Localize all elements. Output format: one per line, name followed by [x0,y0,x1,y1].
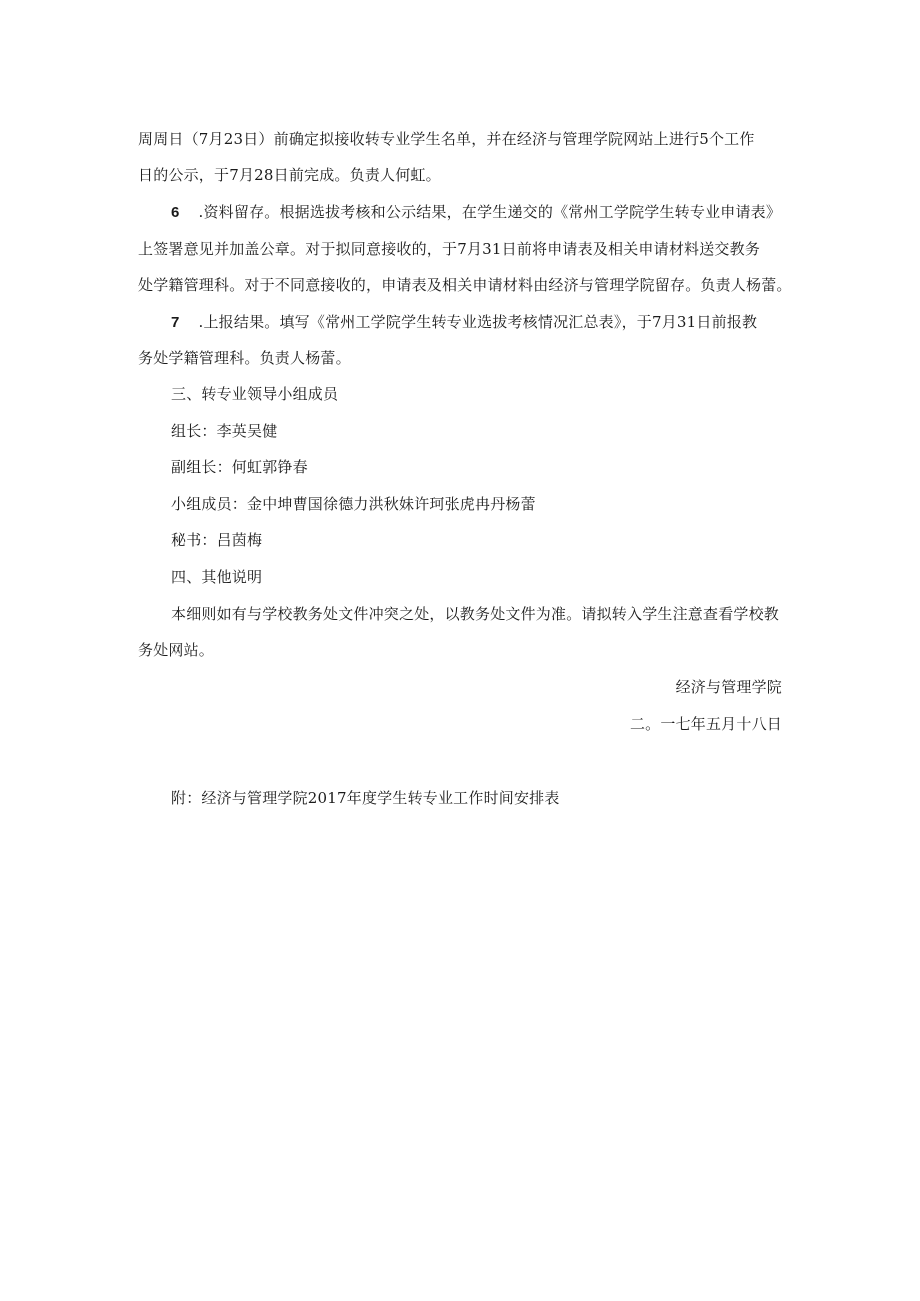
item-7-line-2: 务处学籍管理科。负责人杨蕾。 [138,349,351,367]
section-4-line-2: 务处网站。 [138,641,215,659]
group-leader: 组长：李英吴健 [171,422,278,440]
signature-date: 二。一七年五月十八日 [629,715,782,733]
item-7-line-1 [171,312,757,333]
item-7-number: 7 [171,314,180,331]
signature-org: 经济与管理学院 [675,678,782,696]
item-6-line-3: 处学籍管理科。对于不同意接收的，申请表及相关申请材料由经济与管理学院留存。负责人杨蕾。 [138,276,792,294]
item-7-text: .上报结果。填写《常州工学院学生转专业选拔考核情况汇总表》，于7月31日前报教 [198,313,758,331]
attachment-note: 附：经济与管理学院2017年度学生转专业工作时间安排表 [171,789,560,807]
group-vice-leader: 副组长：何虹郭铮春 [171,458,308,476]
item-6-text: .资料留存。根据选拔考核和公示结果，在学生递交的《常州工学院学生转专业申请表》 [198,203,782,221]
section-4-heading: 四、其他说明 [171,568,263,586]
paragraph-5-line-2: 日的公示，于7月28日前完成。负责人何虹。 [138,166,441,184]
group-members: 小组成员：金中坤曹国徐德力洪秋妹许珂张虎冉丹杨蕾 [171,495,536,513]
item-6-number: 6 [171,204,180,221]
group-secretary: 秘书：吕茵梅 [171,531,263,549]
paragraph-5-line-1: 周周日（7月23日）前确定拟接收转专业学生名单，并在经济与管理学院网站上进行5个工作 [138,130,755,148]
item-6-line-1 [171,202,781,223]
section-3-heading: 三、转专业领导小组成员 [171,385,339,403]
section-4-line-1: 本细则如有与学校教务处文件冲突之处，以教务处文件为准。请拟转入学生注意查看学校教 [171,605,780,623]
item-6-line-2: 上签署意见并加盖公章。对于拟同意接收的，于7月31日前将申请表及相关申请材料送交教务 [138,240,761,258]
